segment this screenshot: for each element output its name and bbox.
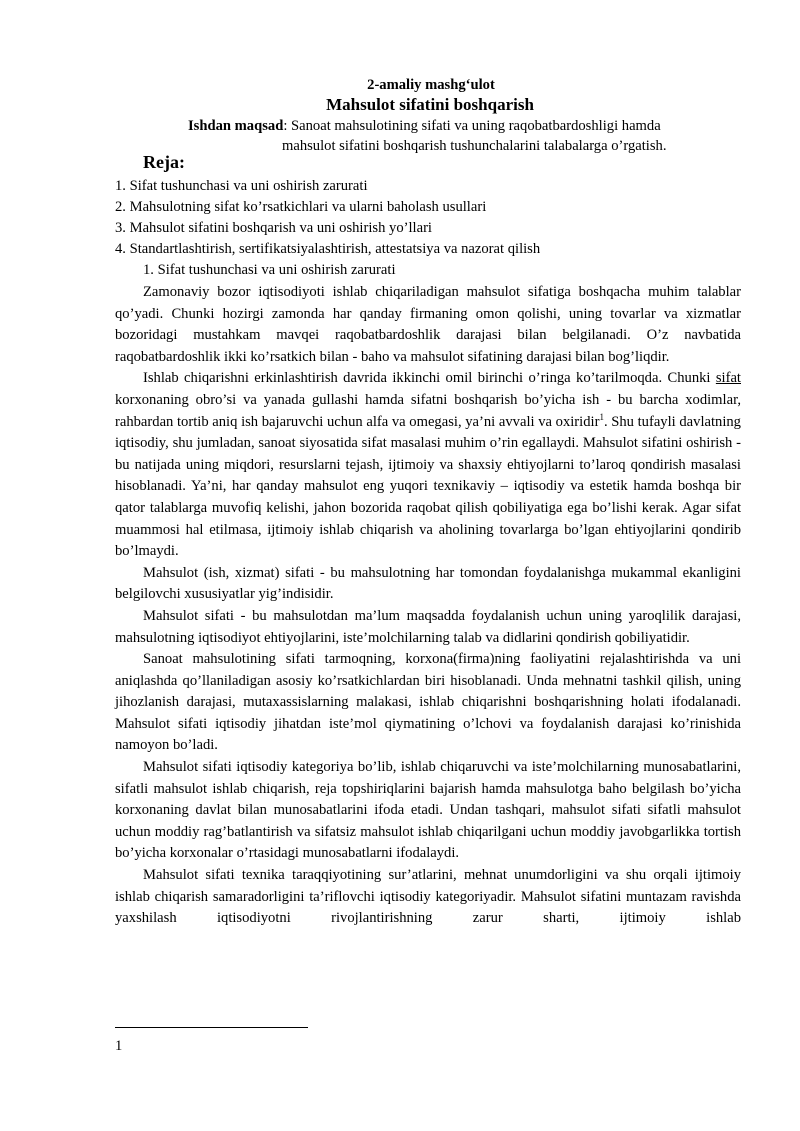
paragraph-text: korxonaning obro’si va yanada gullashi hamda sifatni boshqarish bo’yicha ish - bu barcha xodimlar, rahbardan tortib aniq ish bajaruvchi uchun alfa va omegasi, ya’ni avvali va oxiridir [115,391,741,430]
paragraph: Mahsulot sifati - bu mahsulotdan ma’lum maqsadda foydalanish uchun uning yaroqlilik darajasi, mahsulotning iqtisodiyot ehtiyojlarini, iste’molchilarning talab va didlarini qondirish qobiliyatidir. [115,607,741,646]
plan-heading: Reja: [143,152,185,172]
paragraph: Mahsulot sifati texnika taraqqiyotining sur’atlarini, mehnat unumdorligini va shu orqali ijtimoiy ishlab chiqarish samaradorligini ta’riflovchi iqtisodiy kategoriyadir. Mahsulot sifatini muntazam ravishda yaxshilash iqtisodiyotni rivojlantirishning zarur sharti, ijtimoiy ishlab [115,867,741,927]
goal-statement [188,116,728,156]
paragraph-text: Ishlab chiqarishni erkinlashtirish davrida ikkinchi omil birinchi o’ringa ko’tarilmoqda. Chunki [143,370,716,387]
paragraph: Mahsulot (ish, xizmat) sifati - bu mahsulotning har tomondan foydalanishga mukammal ekanligini belgilovchi xususiyatlar yig’indisidir. [115,564,741,603]
goal-text-line1: : Sanoat mahsulotining sifati va uning raqobatbardoshligi hamda [283,118,661,134]
paragraph: Mahsulot sifati iqtisodiy kategoriya bo’lib, ishlab chiqaruvchi va iste’molchilarning munosabatlarini, sifatli mahsulot ishlab chiqarish, reja topshiriqlarini bajarish hamda mahsulotga baho belgilash bo’yicha korxonaning davlat bilan munosabatlarini ifoda etadi. Undan tashqari, mahsulot sifati sifatli mahsulot uchun moddiy rag’batlantirish va sifatsiz mahsulot ishlab chiqarilgani uchun moddiy javobgarlikka tortish bo’yicha korxonalar o’rtasidagi munosabatlarni ifodalaydi. [115,759,741,862]
plan-item: 2. Mahsulotning sifat ko’rsatkichlari va ularni baholash usullari [115,199,487,215]
lesson-number: 2-amaliy mashg‘ulot [367,77,495,93]
plan-item: 4. Standartlashtirish, sertifikatsiyalashtirish, attestatsiya va nazorat qilish [115,241,541,257]
plan-item: 3. Mahsulot sifatini boshqarish va uni oshirish yo’llari [115,220,432,236]
page-title: Mahsulot sifatini boshqarish [326,95,534,114]
paragraph: Sanoat mahsulotining sifati tarmoqning, korxona(firma)ning faoliyatini rejalashtirishda va uni aniqlashda qo’llaniladigan asosiy ko’rsatkichlardan biri hisoblanadi. Unda mehnatni tashkil qilish, uning jihozlanish darajasi, mutaxassislarning malakasi, ishlab chiqarishni boshqarishning holati ifodalanadi. Mahsulot sifati iqtisodiy jihatdan iste’mol qiymatining o’lchovi va foydalanish darajasi ko’rinishida namoyon bo’ladi. [115,651,741,754]
paragraph: Zamonaviy bozor iqtisodiyoti ishlab chiqariladigan mahsulot sifatiga boshqacha muhim talablar qo’yadi. Chunki hozirgi zamonda har qanday firmaning omon qolishi, uning tovarlar va xizmatlar bozoridagi mustahkam mavqei raqobatbardoshlik darajasi bilan belgilanadi. O’z navbatida raqobatbardoshlik ikki ko’rsatkich bilan - baho va mahsulot sifatining darajasi bilan bog’liqdir. [115,284,741,365]
plan-list [115,176,755,281]
footnote-separator [115,1027,308,1028]
goal-label: Ishdan maqsad [188,118,284,134]
paragraph-text: . Shu tufayli davlatning iqtisodiy, shu jumladan, sanoat siyosatida sifat masalasi muhim o’rin egallaydi. Mahsulot sifatini oshirish - bu natijada uning miqdori, resurslarni tejash, ijtimoiy va shaxsiy ehtiyojlarni to’laroq qondirish masalasi hisoblanadi. Ya’ni, har qanday mahsulot eng yuqori texnikaviy – iqtisodiy va estetik hamda boshqa bir qator talablarga muvofiq kelishi, jahon bozorida raqobat qilish qobiliyatiga ega bo’lishi kerak. Agar sifat muammosi hal etilmasa, ijtimoiy ishlab chiqarish va aholining tovarlarga bo’lgan ehtiyojlarini qondirib bo’lmaydi. [115,413,741,560]
underlined-term: sifat [715,370,741,387]
section-heading: 1. Sifat tushunchasi va uni oshirish zarurati [143,262,396,278]
goal-text-line2: mahsulot sifatini boshqarish tushunchalarini talabalarga o’rgatish. [282,138,667,154]
plan-item: 1. Sifat tushunchasi va uni oshirish zarurati [115,178,368,194]
body-text [115,282,741,930]
paragraph [115,368,741,562]
footnote-reference[interactable]: 1 [599,411,604,422]
footnote-number: 1 [115,1038,123,1054]
